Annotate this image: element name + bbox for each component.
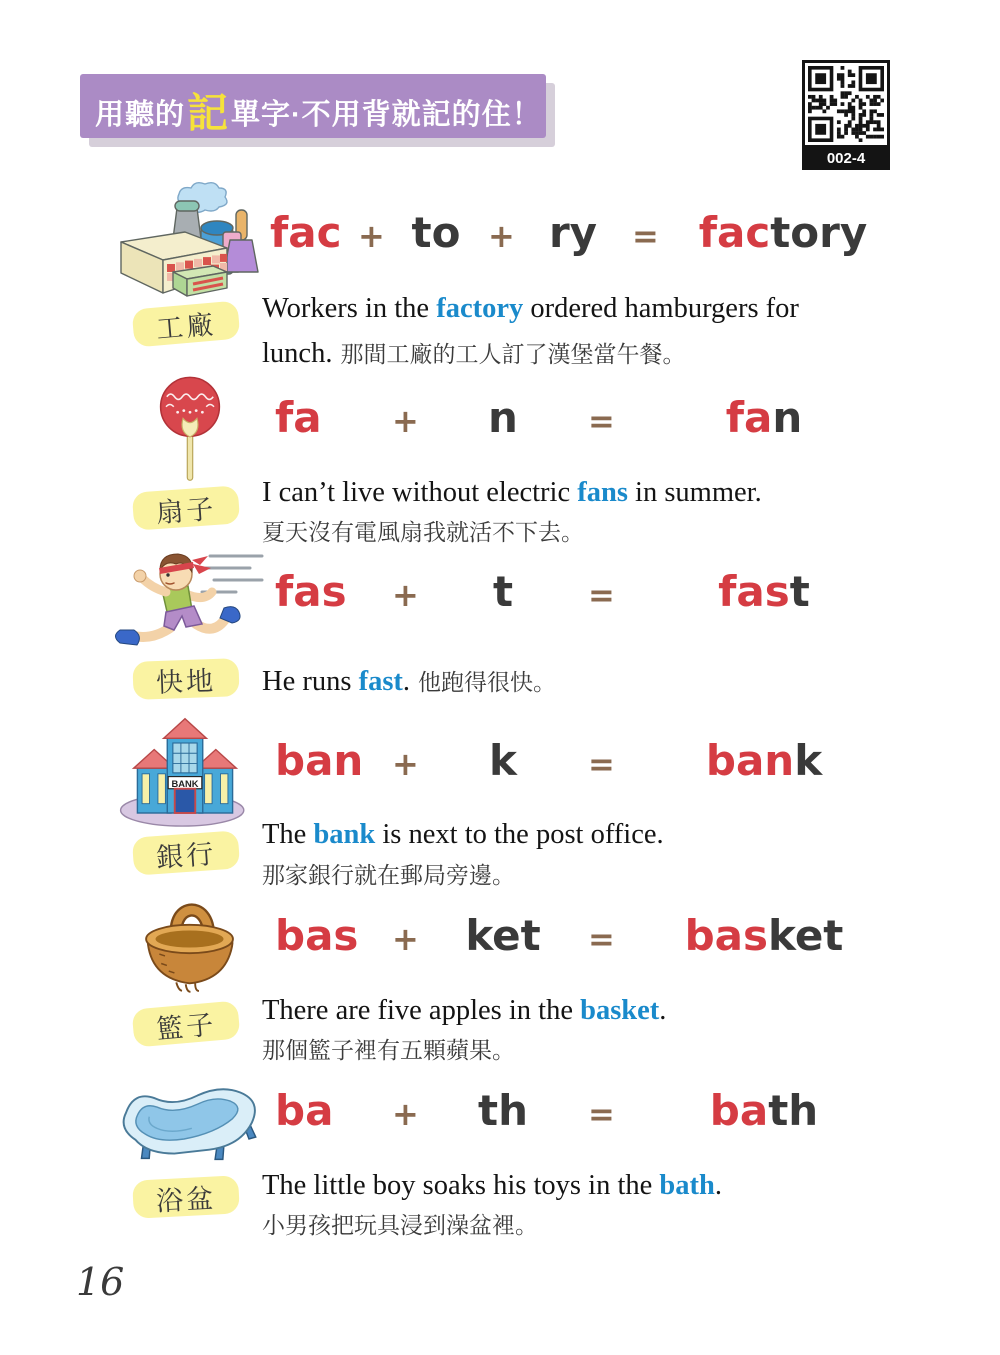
syllable-1: ban: [275, 736, 364, 785]
word-result: bank: [705, 736, 823, 785]
fan-illustration-icon: [150, 372, 230, 488]
equals-sign: =: [588, 1095, 615, 1133]
syllable-2: th: [478, 1086, 528, 1135]
keyword: basket: [580, 995, 660, 1026]
plus-sign: +: [392, 576, 419, 614]
syllable-2: n: [488, 393, 518, 442]
label-pill: [132, 658, 239, 700]
syllable-1: fas: [275, 567, 347, 616]
syllable-2: ket: [465, 911, 541, 960]
keyword: bath: [659, 1170, 715, 1201]
label-text: 浴盆: [155, 1182, 217, 1217]
translation: 夏天沒有電風扇我就活不下去。: [262, 520, 584, 545]
syllable-1: fac: [270, 208, 342, 257]
equals-sign: =: [588, 576, 615, 614]
header-banner: [80, 74, 546, 138]
label-pill: [132, 485, 240, 530]
factory-illustration-icon: [115, 178, 260, 303]
example-sentence-line2: lunch. 那間工廠的工人訂了漢堡當午餐。: [262, 338, 686, 369]
plus-sign: +: [392, 920, 419, 958]
label-pill: [132, 830, 240, 875]
label-text: 工廠: [155, 308, 218, 345]
highlight-char: 記: [187, 89, 230, 136]
equals-sign: =: [588, 920, 615, 958]
example-sentence: He runs fast. 他跑得很快。: [262, 666, 557, 697]
word-equation: [262, 1086, 914, 1135]
syllable-3: ry: [548, 208, 598, 257]
plus-sign: +: [358, 217, 385, 255]
syllable-2: t: [492, 567, 514, 616]
example-sentence: Workers in the factory ordered hamburgers for: [262, 293, 799, 324]
qr-frame: [802, 60, 890, 148]
keyword: fast: [358, 666, 403, 697]
label-pill: [132, 1000, 241, 1047]
translation: 那個籃子裡有五顆蘋果。: [262, 1038, 515, 1063]
word-equation: [262, 567, 914, 616]
label-text: 籃子: [155, 1008, 218, 1045]
keyword: factory: [436, 293, 524, 324]
example-sentence: I can’t live without electric fans in summer.: [262, 477, 762, 508]
word-equation: [262, 736, 914, 785]
runner-illustration-icon: [110, 548, 265, 660]
word-result: fast: [718, 567, 810, 616]
word-result: bath: [709, 1086, 819, 1135]
bathtub-illustration-icon: [112, 1078, 262, 1170]
syllable-1: ba: [275, 1086, 334, 1135]
label-text: 快地: [155, 665, 217, 698]
label-text: 扇子: [155, 493, 218, 528]
page-number: 16: [76, 1260, 125, 1304]
label-text: 銀行: [155, 838, 218, 873]
equals-sign: =: [632, 217, 659, 255]
word-equation: [262, 911, 914, 960]
keyword: fans: [577, 477, 628, 508]
example-sentence: The little boy soaks his toys in the bath.: [262, 1170, 722, 1201]
plus-sign: +: [392, 1095, 419, 1133]
qr-code: [802, 60, 890, 170]
translation: 那家銀行就在郵局旁邊。: [262, 863, 515, 888]
basket-illustration-icon: [138, 888, 242, 1006]
translation: 小男孩把玩具浸到澡盆裡。: [262, 1213, 538, 1238]
banner-title: 用聽的記單字·不用背就記的住！: [95, 89, 542, 136]
equals-sign: =: [588, 745, 615, 783]
word-result: fan: [725, 393, 803, 442]
plus-sign: +: [488, 217, 515, 255]
example-sentence: There are five apples in the basket.: [262, 995, 667, 1026]
syllable-2: k: [489, 736, 517, 785]
word-equation: [262, 208, 908, 257]
plus-sign: +: [392, 402, 419, 440]
qr-label: 002-4: [802, 148, 890, 170]
example-sentence: The bank is next to the post office.: [262, 819, 664, 850]
qr-pattern: [808, 66, 884, 142]
equals-sign: =: [588, 402, 615, 440]
label-pill: [132, 300, 241, 347]
label-pill: [132, 1175, 240, 1218]
translation: 他跑得很快。: [418, 670, 557, 695]
syllable-2: to: [411, 208, 461, 257]
plus-sign: +: [392, 745, 419, 783]
syllable-1: fa: [275, 393, 322, 442]
word-result: factory: [698, 208, 868, 257]
word-equation: [262, 393, 914, 442]
bank-illustration-icon: [115, 710, 255, 832]
word-result: basket: [684, 911, 844, 960]
keyword: bank: [313, 819, 376, 850]
bank-sign-text: BANK: [171, 778, 199, 789]
translation: 那間工廠的工人訂了漢堡當午餐。: [340, 342, 686, 367]
syllable-1: bas: [275, 911, 359, 960]
